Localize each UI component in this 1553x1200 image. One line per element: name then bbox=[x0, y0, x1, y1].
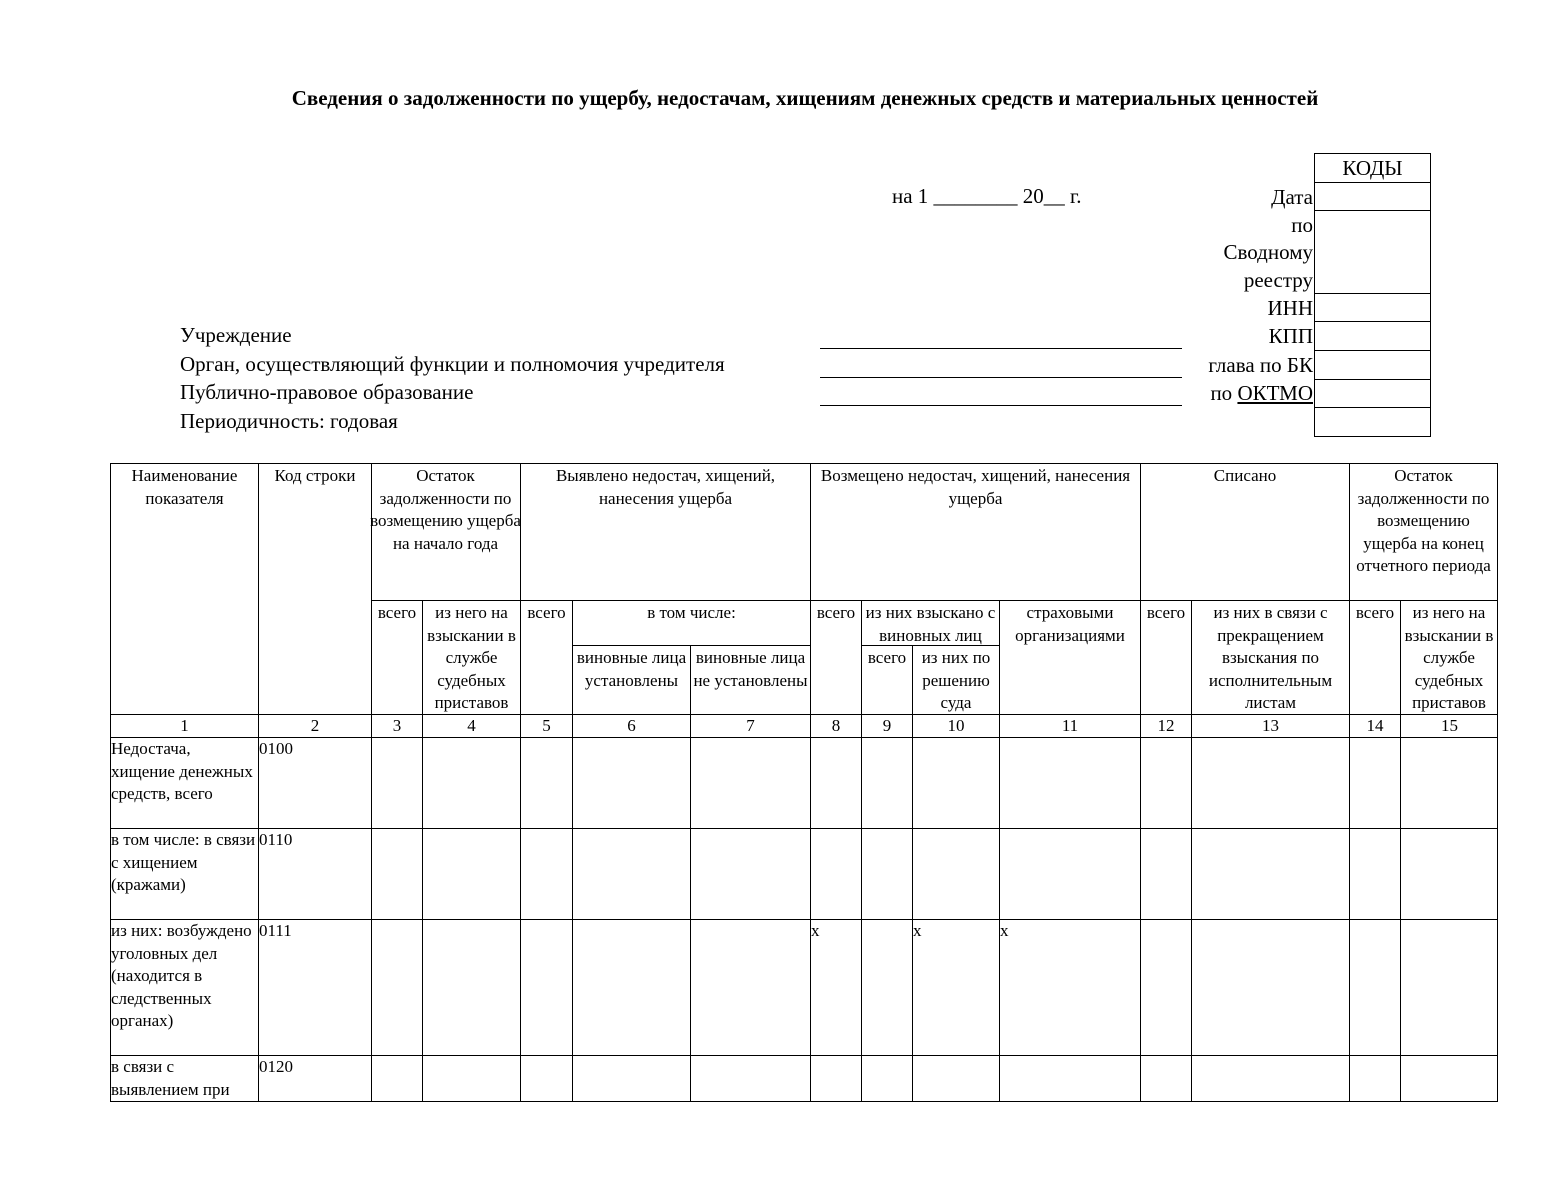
column-number: 11 bbox=[1061, 716, 1079, 735]
header-revealed: Выявлено недостач, хищений, нанесения ущерба bbox=[555, 466, 776, 508]
column-number: 5 bbox=[542, 716, 551, 735]
column-number: 2 bbox=[310, 716, 320, 735]
report-date-line: на 1 ________ 20__ г. bbox=[892, 184, 1082, 208]
header-total-3: всего bbox=[377, 603, 417, 622]
code-label-reestru: реестру bbox=[1243, 268, 1313, 292]
header-culprits-not-found: виновные лица не установлены bbox=[693, 648, 808, 690]
row-name: из них: возбуждено уголовных дел (находится в следственных органах) bbox=[111, 921, 252, 1031]
header-writs-terminated: из них в связи с прекращением взыскания по исполнительным листам bbox=[1208, 603, 1333, 713]
code-label-glava: глава по БК bbox=[1208, 353, 1313, 377]
column-number: 12 bbox=[1157, 716, 1175, 735]
header-total-12: всего bbox=[1146, 603, 1186, 622]
header-bailiffs-15: из него на взыскании в службе судебных приставов bbox=[1404, 603, 1494, 713]
data-cell[interactable]: x bbox=[811, 921, 820, 940]
header-culprits-found: виновные лица установлены bbox=[576, 648, 687, 690]
header-by-court: из них по решению суда bbox=[921, 648, 991, 713]
column-number: 10 bbox=[947, 716, 965, 735]
header-balance-end: Остаток задолженности по возмещению ущерба на конец отчетного периода bbox=[1356, 466, 1491, 576]
form-title: Сведения о задолженности по ущербу, недостачам, хищениям денежных средств и материальных ценностей bbox=[291, 86, 1319, 110]
column-number: 9 bbox=[882, 716, 892, 735]
header-total-5: всего bbox=[527, 603, 566, 622]
row-code: 0100 bbox=[259, 739, 293, 758]
row-name: Недостача, хищение денежных средств, всего bbox=[111, 739, 253, 804]
row-code: 0120 bbox=[259, 1057, 293, 1076]
institution-label: Учреждение bbox=[180, 323, 292, 347]
column-number: 15 bbox=[1441, 716, 1458, 735]
code-label-oktmo-text: ОКТМО bbox=[1237, 381, 1313, 405]
row-name: в том числе: в связи с хищением (кражами) bbox=[111, 830, 256, 895]
header-insurers: страховыми организациями bbox=[1015, 603, 1125, 645]
row-code: 0110 bbox=[259, 830, 293, 849]
row-name: в связи с выявлением при bbox=[111, 1057, 230, 1099]
data-cell[interactable]: x bbox=[913, 921, 922, 940]
column-number: 1 bbox=[180, 716, 189, 735]
periodicity-label: Периодичность: годовая bbox=[180, 409, 398, 433]
codes-header: КОДЫ bbox=[1342, 156, 1403, 180]
header-including: в том числе: bbox=[647, 603, 736, 622]
code-label-po: по bbox=[1291, 213, 1313, 237]
header-balance-start: Остаток задолженности по возмещению ущерба на начало года bbox=[370, 466, 521, 553]
founder-label: Орган, осуществляющий функции и полномочия учредителя bbox=[180, 352, 725, 376]
header-total-9: всего bbox=[867, 648, 907, 667]
row-code: 0111 bbox=[259, 921, 292, 940]
data-cell[interactable]: x bbox=[1000, 921, 1009, 940]
header-total-14: всего bbox=[1355, 603, 1395, 622]
column-number: 13 bbox=[1262, 716, 1279, 735]
header-from-culprits: из них взыскано с виновных лиц bbox=[865, 603, 996, 645]
column-number: 4 bbox=[467, 716, 476, 735]
column-number: 6 bbox=[627, 716, 636, 735]
column-number: 8 bbox=[831, 716, 841, 735]
header-compensated: Возмещено недостач, хищений, нанесения ущерба bbox=[820, 466, 1131, 508]
column-number: 7 bbox=[746, 716, 755, 735]
code-label-svodnomu: Сводному bbox=[1223, 240, 1313, 264]
code-label-kpp: КПП bbox=[1268, 324, 1313, 348]
header-code: Код строки bbox=[274, 466, 356, 485]
header-written-off: Списано bbox=[1213, 466, 1277, 485]
public-entity-label: Публично-правовое образование bbox=[180, 380, 474, 404]
header-name: Наименование показателя bbox=[131, 466, 238, 508]
column-number: 14 bbox=[1366, 716, 1384, 735]
column-number: 3 bbox=[392, 716, 402, 735]
code-label-inn: ИНН bbox=[1267, 296, 1313, 320]
code-label-date: Дата bbox=[1271, 185, 1313, 209]
header-bailiffs-4: из него на взыскании в службе судебных приставов bbox=[427, 603, 516, 713]
header-total-8: всего bbox=[816, 603, 856, 622]
code-label-oktmo-prefix: по bbox=[1210, 381, 1233, 405]
